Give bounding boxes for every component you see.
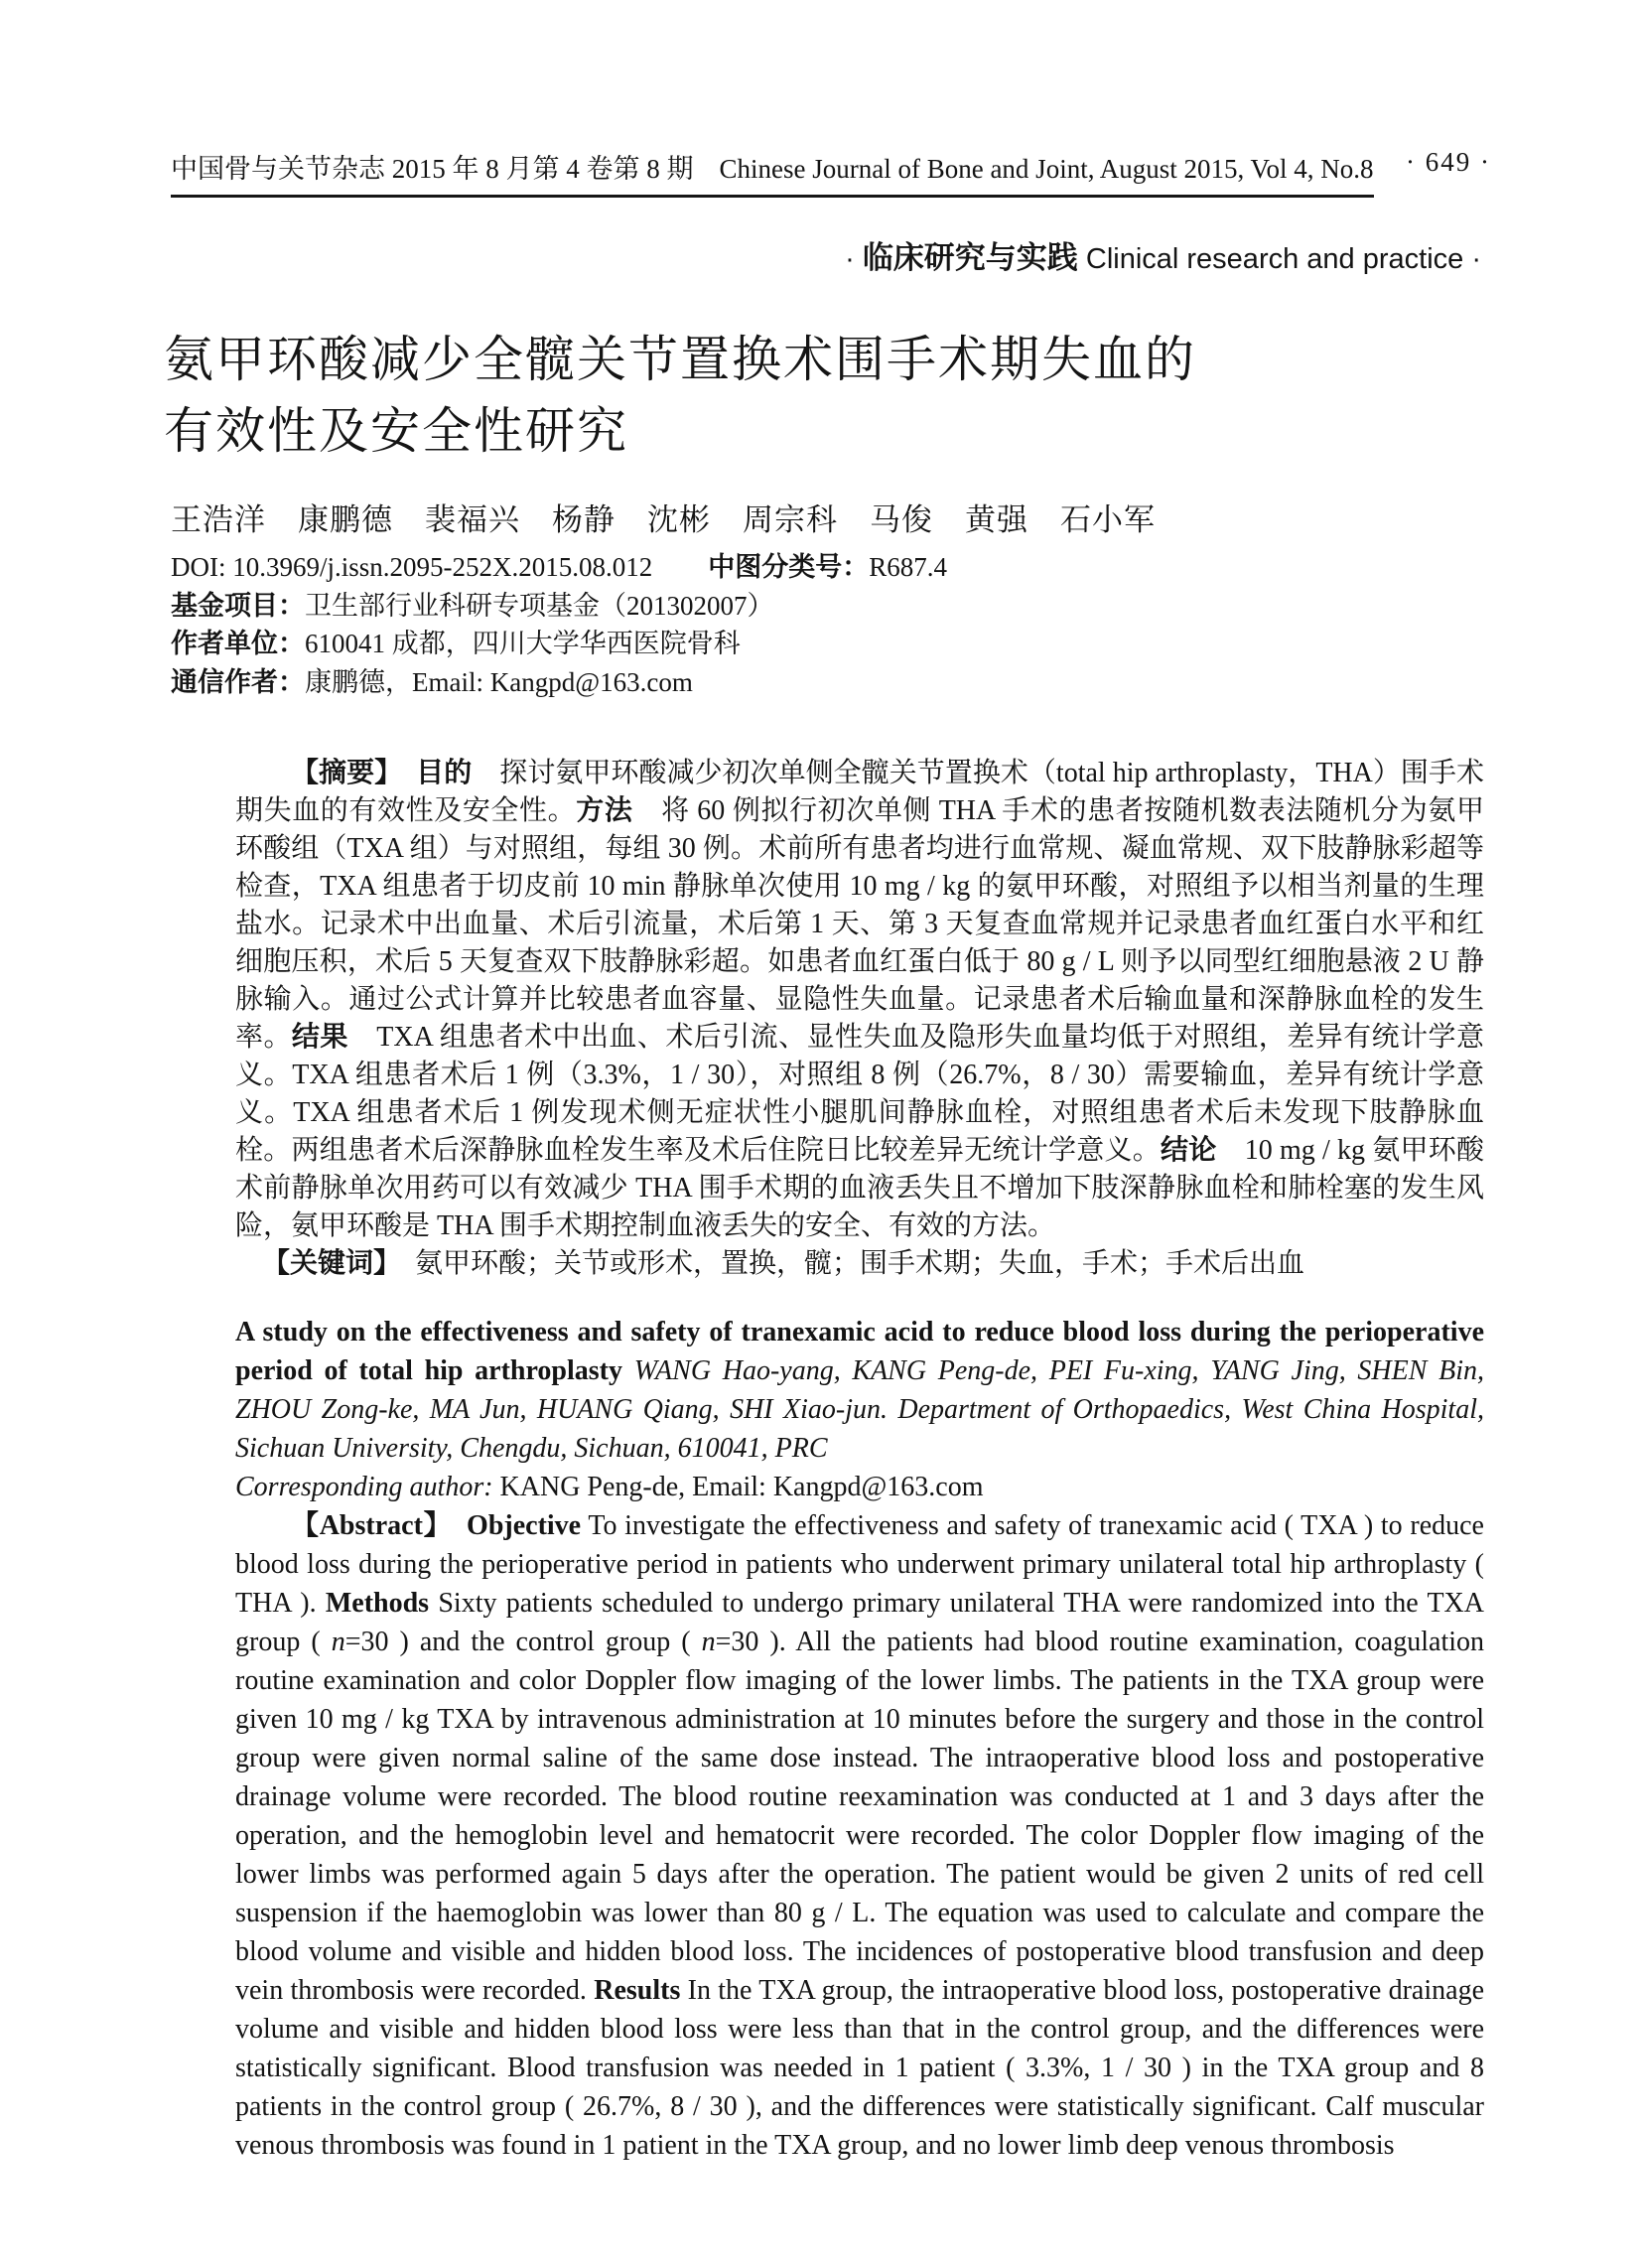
journal-header-rule <box>171 147 1374 198</box>
page-header <box>171 147 1491 198</box>
fund-label: 基金项目： <box>171 590 305 621</box>
english-block <box>235 1313 1484 2165</box>
meta-block <box>171 548 1491 701</box>
text-segment: Objective <box>467 1510 582 1541</box>
affiliation-line <box>171 625 1491 663</box>
text-segment: 方法 <box>576 795 662 826</box>
affiliation-text: 610041 成都，四川大学华西医院骨科 <box>305 629 741 658</box>
english-abstract-paragraph <box>235 1506 1484 2165</box>
text-segment: 10 mg / kg 氨甲环酸术前静脉单次用药可以有效减少 THA 围手术期的血液丢失且不增加下肢深静脉血栓和肺栓塞的发生风险，氨甲环酸是 THA 围手术期控制血液丢失的安全、有效的方法。 <box>235 1135 1484 1241</box>
journal-title-en: Chinese Journal of Bone and Joint, August 2015, Vol 4, No.8 <box>719 154 1374 184</box>
page-number: · 649 · <box>1406 147 1491 177</box>
text-segment: KANG Peng-de, Email: Kangpd@163.com <box>492 1472 984 1502</box>
article-title-cn <box>164 324 1484 467</box>
corresponding-label: 通信作者： <box>171 666 305 697</box>
text-segment: 【Abstract】 <box>291 1510 468 1541</box>
keywords-cn-paragraph <box>235 1245 1484 1283</box>
text-segment: 结论 <box>1161 1135 1245 1166</box>
article-title-line1: 氨甲环酸减少全髋关节置换术围手术期失血的 <box>164 332 1196 387</box>
authors-cn: 王浩洋 康鹏德 裴福兴 杨静 沈彬 周宗科 马俊 黄强 石小军 <box>171 502 1156 537</box>
clc-value: R687.4 <box>869 552 948 582</box>
text-segment: n <box>701 1627 716 1657</box>
text-segment: · <box>1463 243 1481 275</box>
text-segment: Methods <box>325 1588 430 1619</box>
abstract-cn-paragraph <box>235 755 1484 1245</box>
english-corresponding-paragraph <box>235 1468 1484 1506</box>
text-segment: 临床研究与实践 <box>862 240 1078 275</box>
doi-line <box>171 548 1491 587</box>
text-segment: Corresponding author: <box>235 1472 493 1502</box>
text-segment: 【关键词】 <box>262 1248 416 1279</box>
abstract-cn-block <box>235 755 1484 1283</box>
clc-label: 中图分类号： <box>708 552 870 582</box>
text-segment: 目的 <box>416 758 500 788</box>
text-segment: To investigate the effectiveness and safety of tranexamic acid ( TXA ) to reduce blood loss during the perioperative period in patients who underwent primary unilateral total hip arthroplasty ( THA ). <box>235 1510 1484 1619</box>
text-segment: WANG Hao-yang, KANG Peng-de, PEI Fu-xing, YANG Jing, SHEN Bin, ZHOU Zong-ke, MA Jun, HUANG Qiang, SHI Xiao-jun. Department of Orthopaedics, West China Hospital, Sichuan University, Chengdu, Sichuan, 610041, PRC <box>235 1355 1484 1464</box>
text-segment: 结果 <box>291 1022 377 1053</box>
text-segment: Results <box>594 1975 681 2006</box>
text-segment: =30 ) and the control group ( <box>344 1627 702 1657</box>
corresponding-line <box>171 663 1491 702</box>
text-segment: A study on the effectiveness and safety of tranexamic acid to reduce blood loss during the perioperative period of total hip arthroplasty <box>235 1317 1484 1386</box>
english-title-paragraph <box>235 1313 1484 1468</box>
text-segment: Clinical research and practice <box>1077 243 1464 275</box>
text-segment: =30 ). All the patients had blood routine examination, coagulation routine examination and color Doppler flow imaging of the lower limbs. The patients in the TXA group were given 10 mg / kg TXA by intravenous administration at 10 minutes before the surgery and those in the control group were given normal saline of the same dose instead. The intraoperative blood loss and postoperative drainage volume were recorded. The blood routine reexamination was conducted at 1 and 3 days after the operation, and the hemoglobin level and hematocrit were recorded. The color Doppler flow imaging of the lower limbs was performed again 5 days after the operation. The patient would be given 2 units of red cell suspension if the haemoglobin was lower than 80 g / L. The equation was used to calculate and compare the blood volume and visible and hidden blood loss. The incidences of postoperative blood transfusion and deep vein thrombosis were recorded. <box>235 1627 1484 2006</box>
text-segment: n <box>331 1627 345 1657</box>
fund-text: 卫生部行业科研专项基金（201302007） <box>305 590 774 621</box>
article-title-line2: 有效性及安全性研究 <box>164 403 628 459</box>
affiliation-label: 作者单位： <box>171 629 305 658</box>
text-segment: In the TXA group, the intraoperative blood loss, postoperative drainage volume and visible and hidden blood loss were less than that in the control group, and the differences were statistically significant. Blood transfusion was needed in 1 patient ( 3.3%, 1 / 30 ) in the TXA group and 8 patients in the control group ( 26.7%, 8 / 30 ), and the differences were statistically significant. Calf muscular venous thrombosis was found in 1 patient in the TXA group, and no lower limb deep venous thrombosis <box>235 1975 1484 2161</box>
text-segment: 将 60 例拟行初次单侧 THA 手术的患者按随机数表法随机分为氨甲环酸组（TXA 组）与对照组，每组 30 例。术前所有患者均进行血常规、凝血常规、双下肢静脉彩超等检查，TXA 组患者于切皮前 10 min 静脉单次使用 10 mg / kg 的氨甲环酸，对照组予以相当剂量的生理盐水。记录术中出血量、术后引流量，术后第 1 天、第 3 天复查血常规并记录患者血红蛋白水平和红细胞压积，术后 5 天复查双下肢静脉彩超。如患者血红蛋白低于 80 g / L 则予以同型红细胞悬液 2 U 静脉输入。通过公式计算并比较患者血容量、显隐性失血量。记录患者术后输血量和深静脉血栓的发生率。 <box>235 795 1484 1053</box>
text-segment: 探讨氨甲环酸减少初次单侧全髋关节置换术（total hip arthroplasty，THA）围手术期失血的有效性及安全性。 <box>235 758 1484 826</box>
fund-line <box>171 587 1491 626</box>
text-segment: 【摘要】 <box>291 758 417 788</box>
text-segment: 氨甲环酸；关节或形术，置换，髋；围手术期；失血，手术；手术后出血 <box>415 1248 1305 1279</box>
text-segment: Sixty patients scheduled to undergo primary unilateral THA were randomized into the TXA group ( <box>235 1588 1484 1657</box>
section-label <box>845 232 1481 277</box>
text-segment: · <box>845 243 863 275</box>
journal-title-cn: 中国骨与关节杂志 2015 年 8 月第 4 卷第 8 期 <box>171 154 694 184</box>
corresponding-text: 康鹏德，Email: Kangpd@163.com <box>305 666 693 697</box>
doi-text: DOI: 10.3969/j.issn.2095-252X.2015.08.012 <box>171 552 653 582</box>
text-segment: TXA 组患者术中出血、术后引流、显性失血及隐形失血量均低于对照组，差异有统计学意义。TXA 组患者术后 1 例（3.3%，1 / 30），对照组 8 例（26.7%，8 / 30）需要输血，差异有统计学意义。TXA 组患者术后 1 例发现术侧无症状性小腿肌间静脉血栓，对照组患者术后未发现下肢静脉血栓。两组患者术后深静脉血栓发生率及术后住院日比较差异无统计学意义。 <box>235 1022 1484 1166</box>
text-segment <box>622 1355 634 1386</box>
